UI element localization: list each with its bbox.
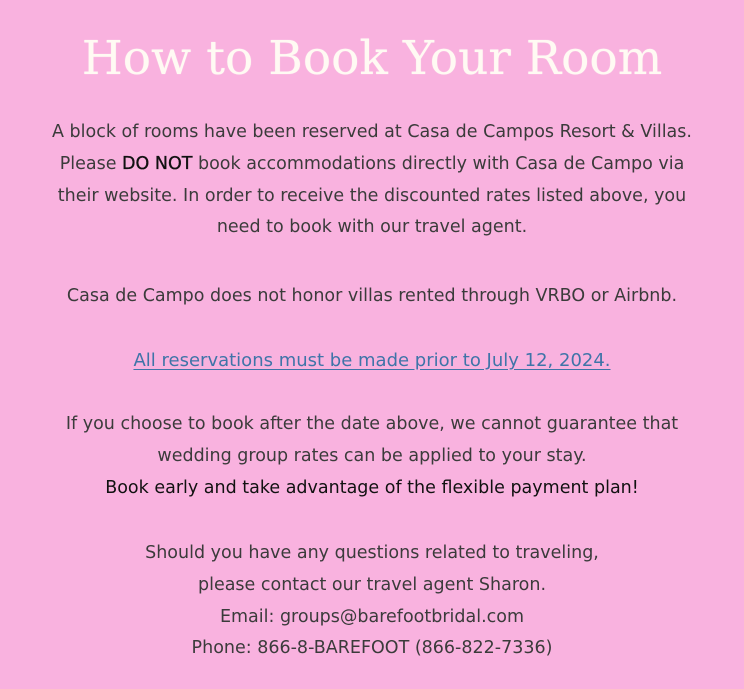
intro-line-2-before: Please — [59, 153, 123, 174]
contact-email: Email: groups@barefootbridal.com — [219, 606, 525, 627]
vrbo-notice-text: Casa de Campo does not honor villas rented through VRBO or Airbnb. — [66, 286, 678, 306]
reservation-deadline-link[interactable]: All reservations must be made prior to July 12, 2024. — [133, 350, 611, 371]
contact-phone: Phone: 866-8-BAREFOOT (866-822-7336) — [191, 638, 553, 659]
contact-line-2: please contact our travel agent Sharon. — [197, 574, 547, 595]
contact-paragraph — [0, 538, 744, 665]
do-not-emphasis: DO NOT — [122, 153, 193, 174]
intro-paragraph — [0, 117, 744, 244]
intro-line-1: A block of rooms have been reserved at Casa de Campos Resort & Villas. — [52, 122, 692, 142]
intro-line-4: need to book with our travel agent. — [216, 217, 528, 238]
intro-line-3: their website. In order to receive the discounted rates listed above, you — [57, 185, 687, 206]
late-booking-paragraph — [0, 409, 744, 504]
page-title: How to Book Your Room — [81, 31, 663, 86]
contact-line-1: Should you have any questions related to traveling, — [145, 543, 599, 563]
late-booking-line-2: wedding group rates can be applied to your stay. — [157, 445, 587, 466]
intro-line-2 — [0, 149, 744, 181]
deadline-paragraph — [0, 345, 744, 378]
payment-plan-callout: Book early and take advantage of the flexible payment plan! — [105, 477, 639, 498]
vrbo-notice — [0, 281, 744, 313]
intro-line-2-after: book accommodations directly with Casa de Campo via — [192, 153, 685, 174]
late-booking-line-1: If you choose to book after the date above, we cannot guarantee that — [65, 414, 679, 434]
